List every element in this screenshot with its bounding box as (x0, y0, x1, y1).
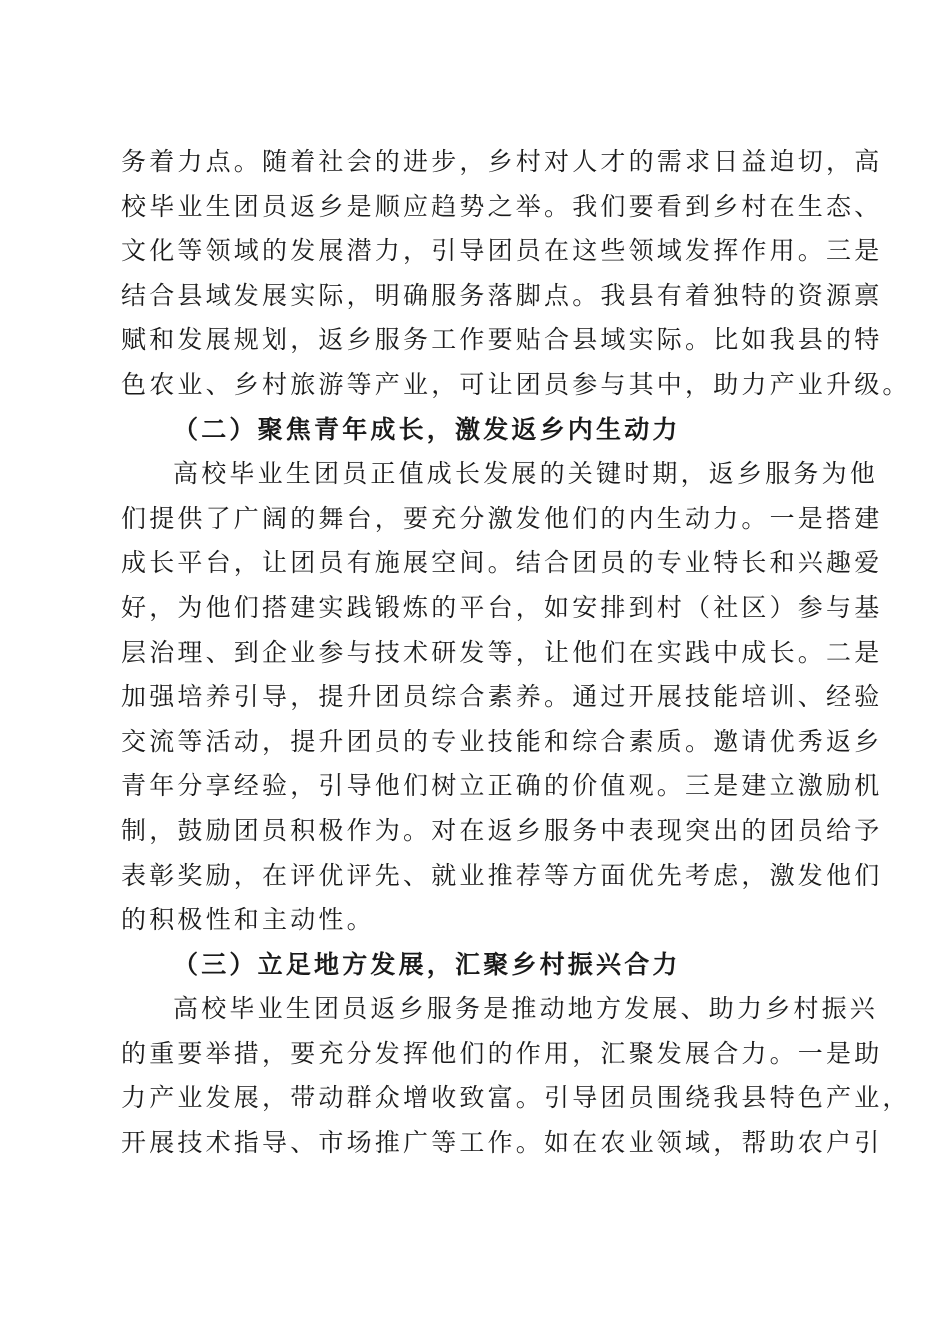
paragraph-first-line: 高校毕业生团员返乡服务是推动地方发展、助力乡村振兴 (173, 994, 879, 1024)
body-line: 们提供了广阔的舞台，要充分激发他们的内生动力。一是搭建 (121, 503, 883, 533)
body-line: 制，鼓励团员积极作为。对在返乡服务中表现突出的团员给予 (121, 815, 883, 845)
body-line: 色农业、乡村旅游等产业，可让团员参与其中，助力产业升级。 (121, 369, 911, 399)
body-line: 力产业发展，带动群众增收致富。引导团员围绕我县特色产业， (121, 1083, 911, 1113)
body-line: 的重要举措，要充分发挥他们的作用，汇聚发展合力。一是助 (121, 1038, 883, 1068)
section-heading-2: （二）聚焦青年成长，激发返乡内生动力 (173, 414, 681, 444)
body-line: 赋和发展规划，返乡服务工作要贴合县域实际。比如我县的特 (121, 325, 883, 355)
body-line: 表彰奖励，在评优评先、就业推荐等方面优先考虑，激发他们 (121, 860, 883, 890)
body-line: 务着力点。随着社会的进步，乡村对人才的需求日益迫切，高 (121, 147, 883, 176)
body-line: 青年分享经验，引导他们树立正确的价值观。三是建立激励机 (121, 771, 883, 801)
body-line: 文化等领域的发展潜力，引导团员在这些领域发挥作用。三是 (121, 236, 883, 266)
document-body (121, 140, 911, 1166)
paragraph-first-line: 高校毕业生团员正值成长发展的关键时期，返乡服务为他 (173, 459, 879, 489)
body-line-last: 的积极性和主动性。 (121, 905, 375, 935)
body-line: 成长平台，让团员有施展空间。结合团员的专业特长和兴趣爱 (121, 548, 883, 578)
section-heading-3: （三）立足地方发展，汇聚乡村振兴合力 (173, 949, 681, 979)
body-line: 层治理、到企业参与技术研发等，让他们在实践中成长。二是 (121, 637, 883, 667)
body-line: 开展技术指导、市场推广等工作。如在农业领域，帮助农户引 (121, 1128, 883, 1158)
body-line: 好，为他们搭建实践锻炼的平台，如安排到村（社区）参与基 (121, 592, 883, 622)
body-line: 校毕业生团员返乡是顺应趋势之举。我们要看到乡村在生态、 (121, 191, 883, 221)
body-line: 交流等活动，提升团员的专业技能和综合素质。邀请优秀返乡 (121, 726, 883, 756)
body-line: 加强培养引导，提升团员综合素养。通过开展技能培训、经验 (121, 682, 883, 712)
body-line: 结合县域发展实际，明确服务落脚点。我县有着独特的资源禀 (121, 280, 883, 310)
